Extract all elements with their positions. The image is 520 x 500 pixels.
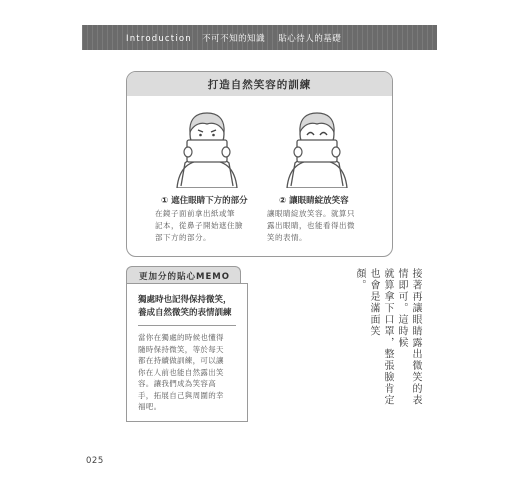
chapter-header-band xyxy=(82,25,437,50)
memo-heading xyxy=(138,294,232,320)
training-title: 打造自然笑容的訓練 xyxy=(207,78,312,91)
memo-body-line: 都在持續做訓練，可以讓 xyxy=(138,356,224,365)
step-1-description xyxy=(155,208,243,244)
vertical-body-text xyxy=(352,268,422,408)
step-1-line: 記本，從鼻子開始遮住臉 xyxy=(155,221,243,230)
memo-body-line: 容。讓我們成為笑容高 xyxy=(138,379,216,388)
step-1-line: 在鏡子面前拿出紙或筆 xyxy=(155,209,235,218)
vertical-text-column: 顏。 xyxy=(354,268,365,291)
smile-training-box xyxy=(126,71,393,257)
page-number: 025 xyxy=(86,456,104,466)
step-2-label: ② 讓眼睛綻放笑容 xyxy=(279,196,349,206)
header-subtitle: 貼心待人的基礎 xyxy=(278,33,342,44)
memo-heading-line: 養成自然微笑的表情訓練 xyxy=(138,308,232,318)
training-title-bar xyxy=(127,72,392,96)
memo-tab xyxy=(126,266,241,284)
step-1-label: ① 遮住眼睛下方的部分 xyxy=(161,196,248,206)
illustration-smiling-eyes xyxy=(277,108,357,188)
vertical-text-column: 接著再讓眼睛露出微笑的表情即可。這時候 xyxy=(396,268,421,406)
header-text xyxy=(126,32,341,44)
memo-body-line: 福吧。 xyxy=(138,402,162,411)
memo-divider xyxy=(138,325,236,326)
step-1-line: 部下方的部分。 xyxy=(155,233,211,242)
step-2-line: 笑的表情。 xyxy=(267,233,307,242)
memo-body-line: 你在人前也能自然露出笑 xyxy=(138,367,224,377)
memo-body-line: 手，拓展自己與周圍的幸 xyxy=(138,390,224,400)
header-intro-label: Introduction xyxy=(126,33,192,44)
memo-heading-line: 獨處時也記得保持微笑， xyxy=(138,295,232,305)
memo-body-line: 當你在獨處的時候也懂得 xyxy=(138,333,224,342)
step-2-line: 讓眼睛綻放笑容。就算只 xyxy=(267,209,355,218)
header-chapter: 不可不知的知識 xyxy=(202,33,266,44)
memo-box xyxy=(126,283,248,422)
memo-body xyxy=(138,332,240,413)
memo-body-line: 隨時保持微笑，等於每天 xyxy=(138,344,224,354)
memo-tab-label: 更加分的貼心MEMO xyxy=(139,271,230,282)
step-2-description xyxy=(267,208,355,244)
vertical-text-column: 就算拿下口罩，整張臉肯定也會是滿面笑 xyxy=(368,268,393,406)
illustration-cover-face xyxy=(167,108,247,188)
step-2-line: 露出眼睛，也能看得出微 xyxy=(267,221,355,230)
